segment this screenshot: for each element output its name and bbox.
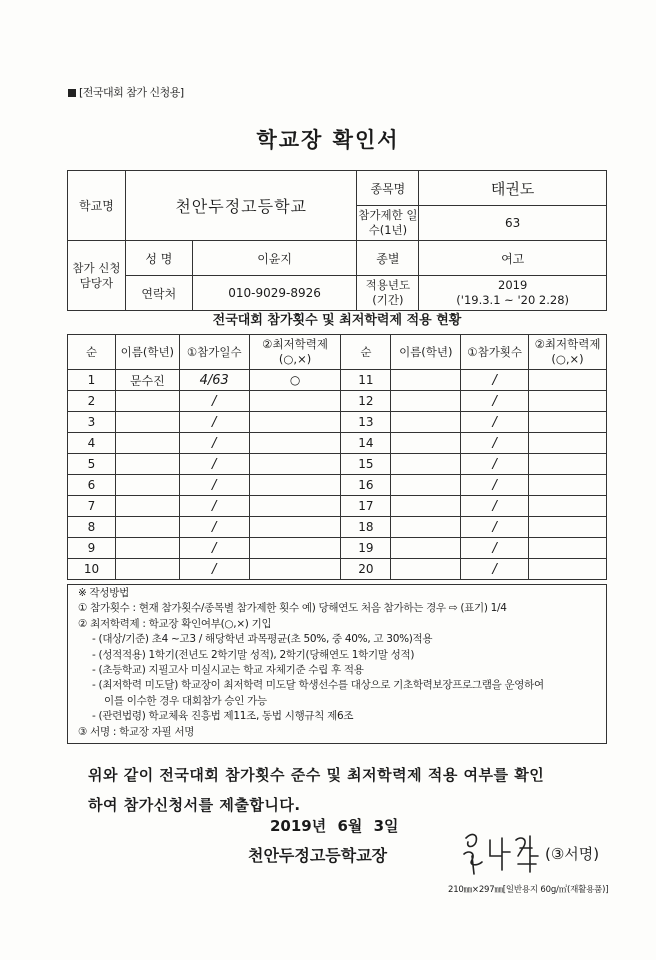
- school-name: 천안두정고등학교: [125, 171, 357, 241]
- hdr-no-right: 순: [341, 335, 391, 370]
- table-row: [68, 538, 607, 559]
- table-row: [68, 517, 607, 538]
- cell-r-no: 14: [341, 433, 391, 454]
- note-2b: - (성적적용) 1학기(전년도 2학기말 성적), 2학기(당해연도 1학기말 성적): [92, 648, 415, 661]
- cell-l-name: [115, 391, 179, 412]
- cell-r-days: /: [461, 559, 529, 580]
- cell-r-name: [391, 517, 461, 538]
- notes-left-border: [67, 584, 68, 744]
- cell-l-no: 10: [68, 559, 116, 580]
- manager-label: 참가 신청 담당자: [68, 241, 126, 311]
- table-row: [68, 412, 607, 433]
- cell-r-min: [529, 475, 607, 496]
- submission-date: 2019년 6월 3일: [270, 817, 399, 835]
- cell-l-days: /: [179, 517, 249, 538]
- cell-r-days: /: [461, 517, 529, 538]
- school-label: 학교명: [68, 171, 126, 241]
- hdr-name-right: 이름(학년): [391, 335, 461, 370]
- cell-l-no: 3: [68, 412, 116, 433]
- cell-l-min: [249, 475, 341, 496]
- declaration-line-2: 하여 참가신청서를 제출합니다.: [88, 796, 301, 814]
- cell-r-name: [391, 412, 461, 433]
- cell-l-min: ○: [249, 370, 341, 391]
- hdr-name-left: 이름(학년): [115, 335, 179, 370]
- square-bullet-icon: [68, 89, 76, 97]
- cell-l-min: [249, 496, 341, 517]
- cell-l-days: /: [179, 454, 249, 475]
- table-row: [68, 391, 607, 412]
- cell-l-days: /: [179, 475, 249, 496]
- cell-r-days: /: [461, 538, 529, 559]
- table-row: [68, 433, 607, 454]
- declaration-line-1: 위와 같이 전국대회 참가횟수 준수 및 최저학력제 적용 여부를 확인: [88, 766, 545, 784]
- cell-r-no: 20: [341, 559, 391, 580]
- cell-l-days: /: [179, 559, 249, 580]
- cell-l-name: 문수진: [115, 370, 179, 391]
- cell-r-min: [529, 559, 607, 580]
- cell-r-no: 12: [341, 391, 391, 412]
- cell-l-min: [249, 412, 341, 433]
- contact-label: 연락처: [125, 276, 192, 311]
- gender-value: 여고: [419, 241, 607, 276]
- cell-r-min: [529, 391, 607, 412]
- cell-l-no: 5: [68, 454, 116, 475]
- cell-r-no: 15: [341, 454, 391, 475]
- principal-name: 천안두정고등학교장: [248, 846, 388, 865]
- note-3: ③ 서명 : 학교장 자필 서명: [78, 725, 195, 738]
- cell-r-name: [391, 496, 461, 517]
- cell-l-no: 8: [68, 517, 116, 538]
- cell-r-days: /: [461, 370, 529, 391]
- year-cell: [419, 276, 607, 311]
- cell-l-days: /: [179, 433, 249, 454]
- table-row: [68, 496, 607, 517]
- cell-l-name: [115, 559, 179, 580]
- cell-r-name: [391, 433, 461, 454]
- sport-value: 태권도: [419, 171, 607, 206]
- period-value: ('19.3.1 ~ '20 2.28): [456, 293, 570, 307]
- note-2d: - (최저학력 미도달) 학교장이 최저학력 미도달 학생선수를 대상으로 기초학력보장프로그램을 운영하여: [92, 679, 544, 692]
- cell-r-no: 16: [341, 475, 391, 496]
- hdr-no-left: 순: [68, 335, 116, 370]
- page-title: 학교장 확인서: [256, 128, 400, 152]
- cell-l-no: 2: [68, 391, 116, 412]
- table-row: [68, 454, 607, 475]
- cell-r-days: /: [461, 433, 529, 454]
- cell-r-days: /: [461, 391, 529, 412]
- cell-r-name: [391, 391, 461, 412]
- declaration: [88, 760, 608, 820]
- note-2c: - (초등학교) 지필고사 미실시교는 학교 자체기준 수립 후 적용: [92, 664, 364, 677]
- section-title: 전국대회 참가횟수 및 최저학력제 적용 현황: [212, 313, 462, 328]
- notes: [78, 586, 618, 740]
- cell-l-name: [115, 454, 179, 475]
- paper-spec: 210㎜×297㎜[일반용지 60g/㎡(재활용품)]: [448, 885, 609, 895]
- cell-r-min: [529, 454, 607, 475]
- cell-l-name: [115, 475, 179, 496]
- participation-table: [67, 334, 607, 580]
- cell-l-name: [115, 517, 179, 538]
- cell-r-min: [529, 433, 607, 454]
- cell-r-min: [529, 496, 607, 517]
- cell-r-name: [391, 475, 461, 496]
- cell-l-days: /: [179, 538, 249, 559]
- cell-l-min: [249, 517, 341, 538]
- hdr-days-left: ①참가일수: [179, 335, 249, 370]
- cell-r-min: [529, 370, 607, 391]
- cell-r-min: [529, 538, 607, 559]
- cell-l-days: /: [179, 496, 249, 517]
- cell-r-days: /: [461, 496, 529, 517]
- name-label: 성 명: [125, 241, 192, 276]
- cell-l-min: [249, 538, 341, 559]
- cell-r-no: 19: [341, 538, 391, 559]
- cell-l-days: 4/63: [179, 370, 249, 391]
- cell-l-min: [249, 559, 341, 580]
- cell-r-days: /: [461, 475, 529, 496]
- info-table: [67, 170, 607, 311]
- limit-label: 참가제한 일수(1년): [357, 206, 419, 241]
- cell-l-min: [249, 391, 341, 412]
- cell-r-name: [391, 454, 461, 475]
- hdr-min-left: ②최저학력제 (○,×): [249, 335, 341, 370]
- cell-r-no: 18: [341, 517, 391, 538]
- cell-l-min: [249, 433, 341, 454]
- cell-l-days: /: [179, 391, 249, 412]
- year-value: 2019: [498, 278, 528, 292]
- cell-l-no: 7: [68, 496, 116, 517]
- cell-l-days: /: [179, 412, 249, 433]
- cell-r-no: 13: [341, 412, 391, 433]
- handwritten-signature: [458, 826, 548, 876]
- cell-r-name: [391, 559, 461, 580]
- note-2e: - (관련법령) 학교체육 진흥법 제11조, 동법 시행규칙 제6조: [92, 710, 354, 723]
- cell-r-min: [529, 517, 607, 538]
- cell-r-name: [391, 538, 461, 559]
- sign-note: (③서명): [545, 845, 600, 863]
- cell-l-name: [115, 433, 179, 454]
- cell-l-no: 9: [68, 538, 116, 559]
- cell-l-name: [115, 538, 179, 559]
- cell-l-no: 1: [68, 370, 116, 391]
- notes-heading: ※ 작성방법: [78, 587, 129, 599]
- form-tag-text: [전국대회 참가 신청용]: [79, 86, 184, 99]
- notes-top-border: [67, 584, 607, 585]
- cell-r-days: /: [461, 412, 529, 433]
- year-label: 적용년도 (기간): [357, 276, 419, 311]
- cell-l-min: [249, 454, 341, 475]
- table-row: [68, 370, 607, 391]
- cell-r-min: [529, 412, 607, 433]
- cell-l-no: 6: [68, 475, 116, 496]
- cell-l-name: [115, 412, 179, 433]
- cell-l-no: 4: [68, 433, 116, 454]
- cell-l-name: [115, 496, 179, 517]
- note-2a: - (대상/기준) 초4 ~고3 / 해당학년 과목평균(초 50%, 중 40%, 고 30%)적용: [92, 633, 433, 646]
- manager-name: 이윤지: [192, 241, 357, 276]
- form-tag: [68, 84, 184, 100]
- table-row: [68, 475, 607, 496]
- notes-bottom-border: [67, 743, 607, 744]
- cell-r-no: 17: [341, 496, 391, 517]
- limit-days: 63: [419, 206, 607, 241]
- cell-r-name: [391, 370, 461, 391]
- cell-r-days: /: [461, 454, 529, 475]
- note-2: ② 최저학력제 : 학교장 확인여부(○,×) 기입: [78, 617, 272, 630]
- hdr-min-right: ②최저학력제 (○,×): [529, 335, 607, 370]
- table-row: [68, 559, 607, 580]
- sport-label: 종목명: [357, 171, 419, 206]
- note-2d-cont: 이를 이수한 경우 대회참가 승인 가능: [104, 694, 267, 707]
- note-1: ① 참가횟수 : 현재 참가횟수/종목별 참가제한 횟수 예) 당해연도 처음 참가하는 경우 ⇨ (표기) 1/4: [78, 602, 507, 615]
- gender-label: 종별: [357, 241, 419, 276]
- cell-r-no: 11: [341, 370, 391, 391]
- contact-value: 010-9029-8926: [192, 276, 357, 311]
- hdr-days-right: ①참가횟수: [461, 335, 529, 370]
